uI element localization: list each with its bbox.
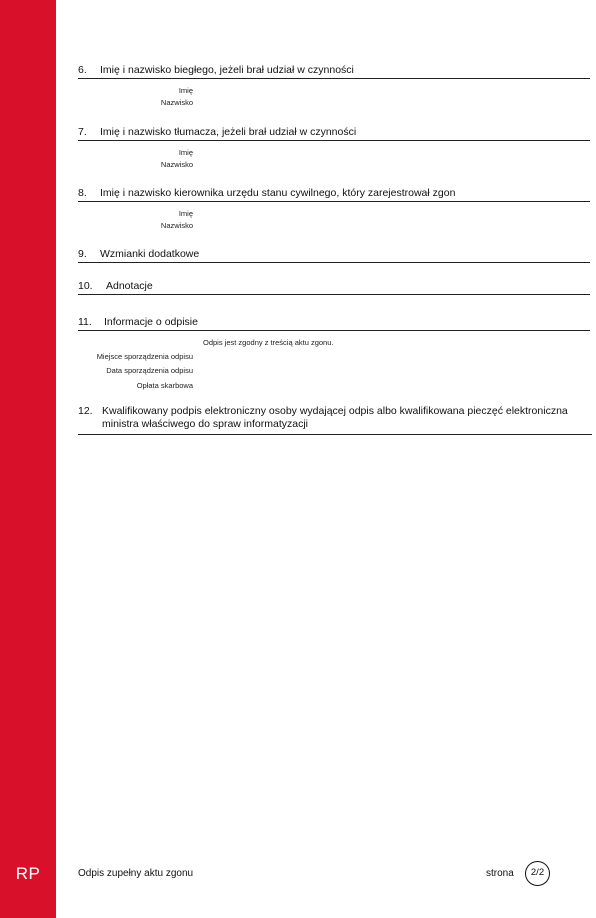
- page-label: strona: [486, 868, 514, 879]
- section-7-title: Imię i nazwisko tłumacza, jeżeli brał udział w czynności: [100, 126, 357, 138]
- section-6: [78, 64, 590, 79]
- s6-last-name-label: Nazwisko: [160, 98, 193, 107]
- section-12-header: [78, 405, 592, 435]
- section-8-number: 8.: [78, 187, 87, 199]
- s8-first-name-label: Imię: [178, 209, 193, 218]
- rp-mark: RP: [15, 864, 41, 883]
- section-11-number: 11.: [78, 316, 92, 328]
- section-10-header: [78, 280, 590, 295]
- section-12-title: Kwalifikowany podpis elektroniczny osoby wydającej odpis albo kwalifikowana pieczęć elektroniczna ministra właściwego do spraw informatyzacji: [102, 405, 568, 430]
- section-11-header: [78, 316, 590, 331]
- section-11-title: Informacje o odpisie: [104, 316, 198, 328]
- section-6-header: [78, 64, 590, 79]
- section-12: [78, 405, 592, 435]
- section-7: [78, 126, 590, 141]
- s7-first-name-label: Imię: [178, 148, 193, 157]
- section-9-number: 9.: [78, 248, 87, 260]
- section-9-title: Wzmianki dodatkowe: [100, 248, 200, 260]
- s6-first-name-label: Imię: [178, 86, 193, 95]
- s11-statement: Odpis jest zgodny z treścią aktu zgonu.: [203, 338, 334, 347]
- section-8-title: Imię i nazwisko kierownika urzędu stanu cywilnego, który zarejestrował zgon: [100, 187, 456, 199]
- left-red-bar: [0, 0, 56, 918]
- section-7-number: 7.: [78, 126, 87, 138]
- section-9-header: [78, 248, 590, 263]
- section-11: [78, 316, 590, 331]
- section-8: [78, 187, 590, 202]
- section-8-header: [78, 187, 590, 202]
- s11-date-label: Data sporządzenia odpisu: [106, 366, 193, 375]
- s8-last-name-label: Nazwisko: [160, 221, 193, 230]
- s7-last-name-label: Nazwisko: [160, 160, 193, 169]
- section-10-title: Adnotacje: [106, 280, 153, 292]
- section-10: [78, 280, 590, 295]
- section-9: [78, 248, 590, 263]
- document-title: Odpis zupełny aktu zgonu: [78, 868, 194, 879]
- section-12-number: 12.: [78, 405, 93, 417]
- section-6-number: 6.: [78, 64, 87, 76]
- section-6-title: Imię i nazwisko biegłego, jeżeli brał udział w czynności: [100, 64, 354, 76]
- page-number-badge: 2/2: [525, 861, 550, 886]
- s11-fee-label: Opłata skarbowa: [136, 381, 193, 390]
- s11-place-label: Miejsce sporządzenia odpisu: [96, 352, 193, 361]
- section-7-header: [78, 126, 590, 141]
- section-10-number: 10.: [78, 280, 93, 292]
